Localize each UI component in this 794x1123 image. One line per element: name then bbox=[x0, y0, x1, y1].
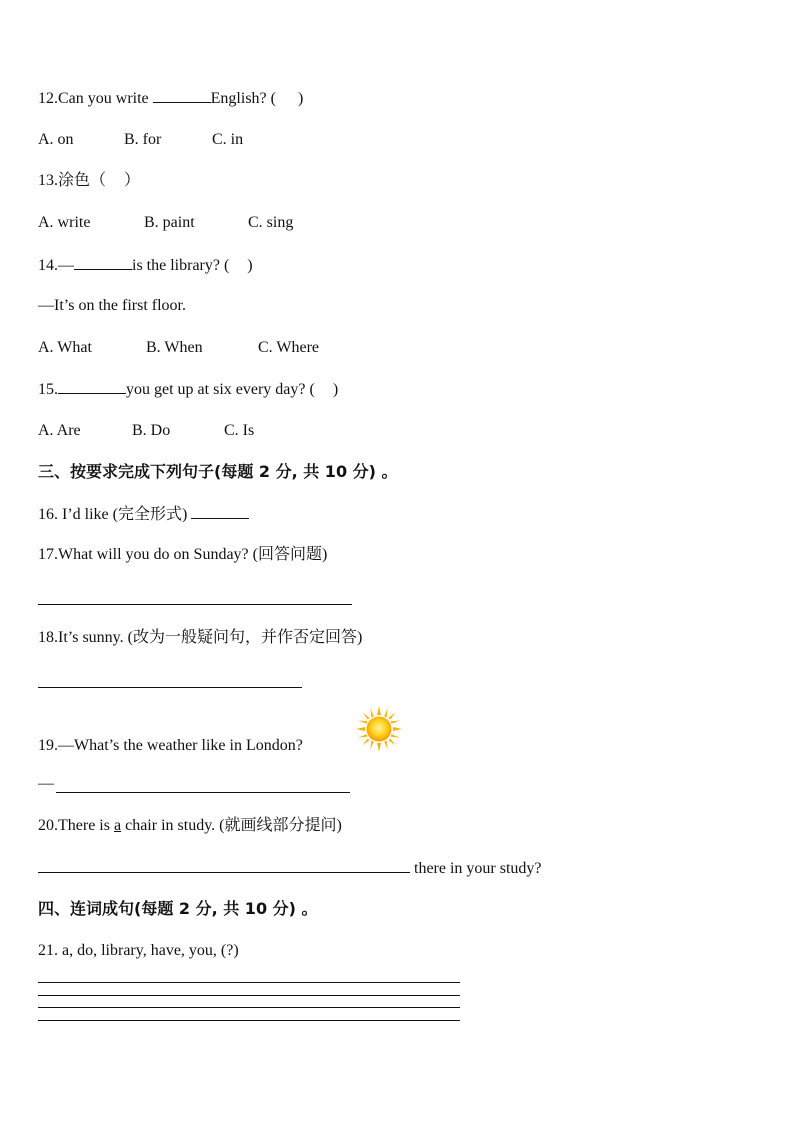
question-13-options bbox=[38, 213, 293, 233]
answer-line-21-1[interactable] bbox=[38, 982, 460, 983]
question-12-stem-end: English? ( bbox=[210, 90, 276, 107]
option-a[interactable]: A. on bbox=[38, 131, 74, 148]
question-13: 13.涂色（ ） bbox=[38, 172, 141, 189]
answer-line-21-4[interactable] bbox=[38, 1020, 460, 1021]
question-12: 12.Can you write English? ( ) bbox=[38, 90, 304, 107]
question-19: 19.—What’s the weather like in London? bbox=[38, 737, 303, 754]
answer-blank[interactable] bbox=[191, 504, 249, 519]
question-12-options bbox=[38, 130, 243, 150]
section-3-heading: 三、按要求完成下列句子(每题 2 分, 共 10 分) 。 bbox=[38, 462, 398, 481]
sun-icon bbox=[356, 706, 402, 752]
question-16 bbox=[38, 504, 249, 525]
question-20: 20.There is a chair in study. (就画线部分提问) bbox=[38, 817, 342, 834]
question-13-stem: 13.涂色（ bbox=[38, 172, 107, 189]
question-15: 15. you get up at six every day? ( ) bbox=[38, 381, 339, 398]
answer-line-19[interactable] bbox=[56, 792, 350, 793]
question-21: 21. a, do, library, have, you, (?) bbox=[38, 942, 239, 959]
option-c[interactable]: C. Is bbox=[224, 422, 255, 439]
option-c[interactable]: C. sing bbox=[248, 214, 294, 231]
option-b[interactable]: B. Do bbox=[132, 422, 171, 439]
option-c[interactable]: C. in bbox=[212, 131, 244, 148]
answer-blank[interactable] bbox=[153, 88, 211, 103]
question-12-stem: 12.Can you write bbox=[38, 90, 153, 107]
answer-blank[interactable] bbox=[38, 858, 410, 873]
option-a[interactable]: A. Are bbox=[38, 422, 81, 439]
option-b[interactable]: B. paint bbox=[144, 214, 195, 231]
question-17: 17.What will you do on Sunday? (回答问题) bbox=[38, 546, 328, 563]
answer-line-18[interactable] bbox=[38, 687, 302, 688]
question-15-stem: 15. bbox=[38, 381, 58, 398]
question-18: 18.It’s sunny. (改为一般疑问句，并作否定回答) bbox=[38, 629, 363, 646]
question-15-stem-end: you get up at six every day? ( bbox=[126, 381, 315, 398]
option-b[interactable]: B. for bbox=[124, 131, 162, 148]
underlined-word: a bbox=[113, 817, 122, 834]
answer-blank[interactable] bbox=[74, 255, 132, 270]
question-16-stem: 16. I’d like (完全形式) bbox=[38, 506, 192, 523]
question-14-reply: —It’s on the first floor. bbox=[38, 297, 186, 314]
answer-line-17[interactable] bbox=[38, 604, 352, 605]
question-15-options bbox=[38, 421, 254, 441]
question-14: 14.— is the library? ( ) bbox=[38, 257, 253, 274]
option-a[interactable]: A. What bbox=[38, 339, 92, 356]
question-14-options bbox=[38, 338, 319, 358]
question-14-stem: 14.— bbox=[38, 257, 74, 274]
answer-line-21-2[interactable] bbox=[38, 995, 460, 996]
option-a[interactable]: A. write bbox=[38, 214, 91, 231]
question-14-stem-end: is the library? ( bbox=[132, 257, 230, 274]
option-c[interactable]: C. Where bbox=[258, 339, 320, 356]
answer-blank[interactable] bbox=[58, 379, 126, 394]
section-4-heading: 四、连词成句(每题 2 分, 共 10 分) 。 bbox=[38, 899, 318, 918]
answer-line-21-3[interactable] bbox=[38, 1007, 460, 1008]
option-b[interactable]: B. When bbox=[146, 339, 203, 356]
question-19-reply: — bbox=[38, 775, 54, 792]
question-20-answer: there in your study? bbox=[38, 858, 542, 879]
